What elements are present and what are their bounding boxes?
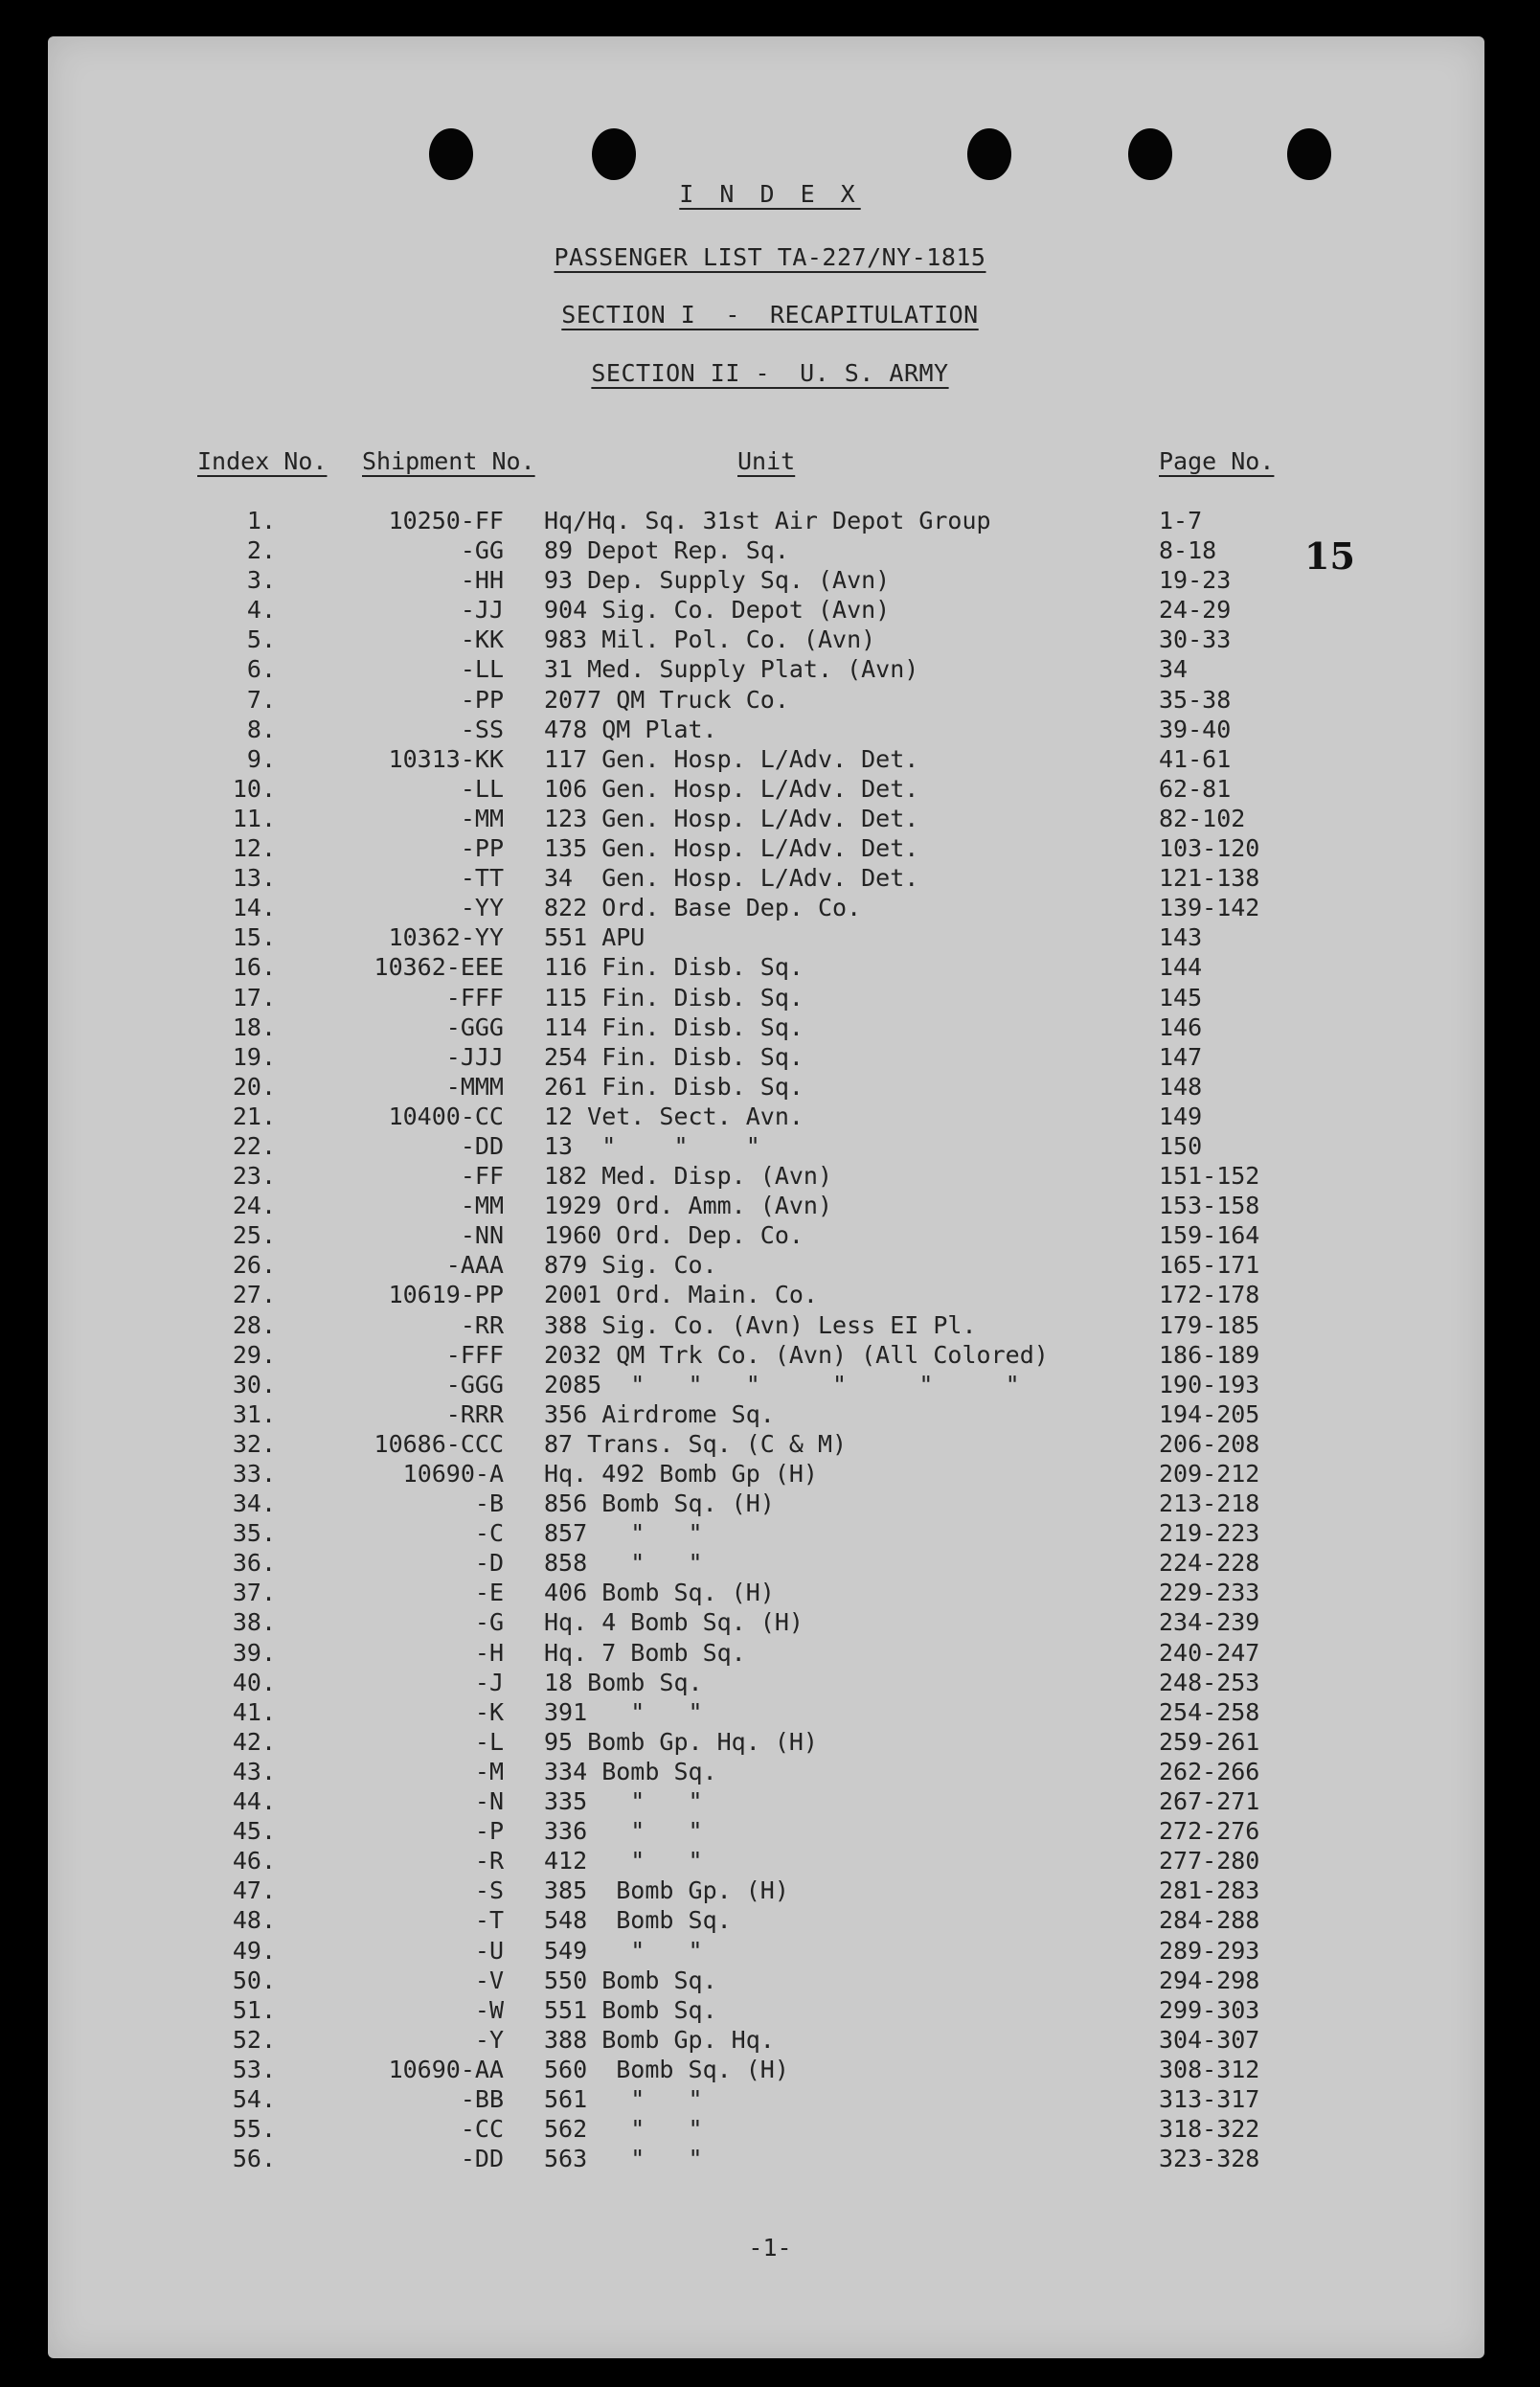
unit-cell: 18 Bomb Sq. bbox=[544, 1668, 703, 1696]
shipment-cell: -FFF bbox=[445, 1340, 504, 1369]
unit-cell: Hq. 492 Bomb Gp (H) bbox=[544, 1460, 818, 1488]
unit-cell: 1929 Ord. Amm. (Avn) bbox=[544, 1192, 833, 1220]
page-cell: 39-40 bbox=[1159, 715, 1232, 743]
index-cell: 24. bbox=[232, 1192, 276, 1220]
shipment-cell: -PP bbox=[460, 834, 504, 863]
shipment-cell: -RRR bbox=[445, 1399, 504, 1428]
shipment-cell: 10362-YY bbox=[388, 923, 504, 952]
unit-cell: 336 " " bbox=[544, 1817, 703, 1846]
unit-cell: 385 Bomb Gp. (H) bbox=[544, 1876, 789, 1905]
unit-cell: 560 Bomb Sq. (H) bbox=[544, 2055, 789, 2083]
index-cell: 3. bbox=[246, 566, 276, 595]
page-cell: 299-303 bbox=[1159, 1995, 1260, 2024]
shipment-cell: -P bbox=[474, 1817, 504, 1846]
index-cell: 36. bbox=[232, 1549, 276, 1578]
table-row bbox=[0, 1310, 1540, 1340]
shipment-cell: -L bbox=[474, 1727, 504, 1756]
page-cell: 240-247 bbox=[1159, 1638, 1260, 1667]
page-cell: 35-38 bbox=[1159, 685, 1232, 714]
unit-cell: 123 Gen. Hosp. L/Adv. Det. bbox=[544, 804, 919, 832]
index-cell: 10. bbox=[232, 774, 276, 803]
index-cell: 18. bbox=[232, 1012, 276, 1041]
unit-cell: Hq. 4 Bomb Sq. (H) bbox=[544, 1608, 804, 1637]
index-cell: 35. bbox=[232, 1519, 276, 1548]
table-row bbox=[0, 893, 1540, 922]
index-cell: 12. bbox=[232, 834, 276, 863]
punch-hole bbox=[1128, 128, 1172, 180]
table-row bbox=[0, 1280, 1540, 1309]
unit-cell: 135 Gen. Hosp. L/Adv. Det. bbox=[544, 834, 919, 863]
table-row bbox=[0, 1489, 1540, 1518]
shipment-cell: -PP bbox=[460, 685, 504, 714]
unit-cell: 563 " " bbox=[544, 2145, 703, 2173]
page-cell: 34 bbox=[1159, 655, 1189, 684]
shipment-cell: -MM bbox=[460, 1192, 504, 1220]
page-cell: 179-185 bbox=[1159, 1310, 1260, 1339]
shipment-cell: -M bbox=[474, 1757, 504, 1785]
page-cell: 148 bbox=[1159, 1072, 1203, 1101]
index-cell: 54. bbox=[232, 2084, 276, 2113]
unit-cell: 478 QM Plat. bbox=[544, 715, 717, 743]
page-cell: 318-322 bbox=[1159, 2115, 1260, 2144]
page-cell: 267-271 bbox=[1159, 1787, 1260, 1816]
column-header-index: Index No. bbox=[197, 447, 328, 475]
index-cell: 49. bbox=[232, 1936, 276, 1965]
page-cell: 294-298 bbox=[1159, 1966, 1260, 1994]
shipment-cell: -MMM bbox=[445, 1072, 504, 1101]
page-cell: 219-223 bbox=[1159, 1519, 1260, 1548]
unit-cell: 983 Mil. Pol. Co. (Avn) bbox=[544, 625, 876, 654]
index-cell: 28. bbox=[232, 1310, 276, 1339]
table-row bbox=[0, 1012, 1540, 1042]
section-one-heading: SECTION I - RECAPITULATION bbox=[561, 301, 979, 329]
page-cell: 150 bbox=[1159, 1131, 1203, 1160]
page-cell: 323-328 bbox=[1159, 2145, 1260, 2173]
index-cell: 14. bbox=[232, 894, 276, 922]
shipment-cell: -U bbox=[474, 1936, 504, 1965]
index-cell: 55. bbox=[232, 2115, 276, 2144]
shipment-cell: -N bbox=[474, 1787, 504, 1816]
index-cell: 26. bbox=[232, 1251, 276, 1280]
unit-cell: 116 Fin. Disb. Sq. bbox=[544, 953, 804, 982]
table-row bbox=[0, 833, 1540, 863]
table-row bbox=[0, 1042, 1540, 1072]
page-subtitle: PASSENGER LIST TA-227/NY-1815 bbox=[554, 243, 986, 271]
page-cell: 149 bbox=[1159, 1102, 1203, 1130]
table-row bbox=[0, 1072, 1540, 1102]
page-footer-number: -1- bbox=[748, 2234, 792, 2262]
shipment-cell: -W bbox=[474, 1995, 504, 2024]
unit-cell: 857 " " bbox=[544, 1519, 703, 1548]
table-row bbox=[0, 1876, 1540, 1905]
unit-cell: 89 Depot Rep. Sq. bbox=[544, 536, 789, 565]
page-cell: 19-23 bbox=[1159, 566, 1232, 595]
page-cell: 153-158 bbox=[1159, 1192, 1260, 1220]
page-cell: 213-218 bbox=[1159, 1489, 1260, 1518]
shipment-cell: -S bbox=[474, 1876, 504, 1905]
table-row bbox=[0, 1131, 1540, 1161]
page-cell: 229-233 bbox=[1159, 1579, 1260, 1607]
shipment-cell: -T bbox=[474, 1906, 504, 1935]
page-cell: 8-18 bbox=[1159, 536, 1217, 565]
page-cell: 259-261 bbox=[1159, 1727, 1260, 1756]
page-cell: 277-280 bbox=[1159, 1847, 1260, 1876]
index-cell: 27. bbox=[232, 1281, 276, 1309]
unit-cell: 95 Bomb Gp. Hq. (H) bbox=[544, 1727, 818, 1756]
index-cell: 40. bbox=[232, 1668, 276, 1696]
shipment-cell: -JJJ bbox=[445, 1042, 504, 1071]
index-cell: 56. bbox=[232, 2145, 276, 2173]
page-title: I N D E X bbox=[679, 180, 861, 208]
unit-cell: 388 Sig. Co. (Avn) Less EI Pl. bbox=[544, 1310, 977, 1339]
shipment-cell: -DD bbox=[460, 2145, 504, 2173]
index-table bbox=[0, 506, 1540, 2173]
shipment-cell: -Y bbox=[474, 2025, 504, 2054]
index-cell: 30. bbox=[232, 1370, 276, 1398]
shipment-cell: -C bbox=[474, 1519, 504, 1548]
unit-cell: 562 " " bbox=[544, 2115, 703, 2144]
index-cell: 15. bbox=[232, 923, 276, 952]
table-row bbox=[0, 715, 1540, 744]
page-cell: 146 bbox=[1159, 1012, 1203, 1041]
index-cell: 52. bbox=[232, 2025, 276, 2054]
index-cell: 44. bbox=[232, 1787, 276, 1816]
index-cell: 42. bbox=[232, 1727, 276, 1756]
table-row bbox=[0, 2084, 1540, 2114]
shipment-cell: -MM bbox=[460, 804, 504, 832]
unit-cell: 406 Bomb Sq. (H) bbox=[544, 1579, 775, 1607]
unit-cell: 412 " " bbox=[544, 1847, 703, 1876]
table-row bbox=[0, 625, 1540, 654]
page-cell: 151-152 bbox=[1159, 1162, 1260, 1191]
page-cell: 41-61 bbox=[1159, 744, 1232, 773]
shipment-cell: -KK bbox=[460, 625, 504, 654]
page-cell: 62-81 bbox=[1159, 774, 1232, 803]
page-cell: 144 bbox=[1159, 953, 1203, 982]
table-row bbox=[0, 1370, 1540, 1399]
shipment-cell: 10250-FF bbox=[388, 507, 504, 534]
shipment-cell: -GG bbox=[460, 536, 504, 565]
page-cell: 209-212 bbox=[1159, 1460, 1260, 1488]
shipment-cell: -HH bbox=[460, 566, 504, 595]
index-cell: 11. bbox=[232, 804, 276, 832]
unit-cell: 87 Trans. Sq. (C & M) bbox=[544, 1429, 848, 1458]
unit-cell: 31 Med. Supply Plat. (Avn) bbox=[544, 655, 919, 684]
index-cell: 46. bbox=[232, 1847, 276, 1876]
shipment-cell: -H bbox=[474, 1638, 504, 1667]
index-cell: 22. bbox=[232, 1131, 276, 1160]
shipment-cell: 10619-PP bbox=[388, 1281, 504, 1309]
shipment-cell: -YY bbox=[460, 894, 504, 922]
index-cell: 29. bbox=[232, 1340, 276, 1369]
index-cell: 20. bbox=[232, 1072, 276, 1101]
table-row bbox=[0, 2055, 1540, 2084]
table-row bbox=[0, 1548, 1540, 1578]
index-cell: 6. bbox=[246, 655, 276, 684]
table-row bbox=[0, 1578, 1540, 1607]
index-cell: 43. bbox=[232, 1757, 276, 1785]
unit-cell: 858 " " bbox=[544, 1549, 703, 1578]
page-cell: 194-205 bbox=[1159, 1399, 1260, 1428]
table-row bbox=[0, 1668, 1540, 1697]
table-row bbox=[0, 1786, 1540, 1816]
page-cell: 289-293 bbox=[1159, 1936, 1260, 1965]
table-row bbox=[0, 1191, 1540, 1220]
unit-cell: 254 Fin. Disb. Sq. bbox=[544, 1042, 804, 1071]
shipment-cell: -NN bbox=[460, 1221, 504, 1250]
unit-cell: 114 Fin. Disb. Sq. bbox=[544, 1012, 804, 1041]
table-row bbox=[0, 1816, 1540, 1846]
index-cell: 34. bbox=[232, 1489, 276, 1518]
index-cell: 39. bbox=[232, 1638, 276, 1667]
unit-cell: 551 Bomb Sq. bbox=[544, 1995, 717, 2024]
page-cell: 159-164 bbox=[1159, 1221, 1260, 1250]
unit-cell: 115 Fin. Disb. Sq. bbox=[544, 983, 804, 1012]
page-cell: 206-208 bbox=[1159, 1429, 1260, 1458]
table-row bbox=[0, 1220, 1540, 1250]
index-cell: 47. bbox=[232, 1876, 276, 1905]
page-cell: 82-102 bbox=[1159, 804, 1246, 832]
index-cell: 45. bbox=[232, 1817, 276, 1846]
shipment-cell: -RR bbox=[460, 1310, 504, 1339]
unit-cell: 334 Bomb Sq. bbox=[544, 1757, 717, 1785]
shipment-cell: -JJ bbox=[460, 596, 504, 625]
table-row bbox=[0, 952, 1540, 982]
table-row bbox=[0, 2114, 1540, 2144]
table-row bbox=[0, 1607, 1540, 1637]
index-cell: 8. bbox=[246, 715, 276, 743]
punch-hole bbox=[592, 128, 636, 180]
table-row bbox=[0, 1518, 1540, 1548]
page-cell: 139-142 bbox=[1159, 894, 1260, 922]
table-row bbox=[0, 1459, 1540, 1489]
table-row bbox=[0, 1429, 1540, 1459]
unit-cell: 13 " " " bbox=[544, 1131, 760, 1160]
page-cell: 304-307 bbox=[1159, 2025, 1260, 2054]
index-cell: 2. bbox=[246, 536, 276, 565]
table-row bbox=[0, 1399, 1540, 1429]
index-cell: 13. bbox=[232, 864, 276, 893]
shipment-cell: 10690-A bbox=[402, 1460, 504, 1488]
shipment-cell: -K bbox=[474, 1697, 504, 1726]
page-cell: 145 bbox=[1159, 983, 1203, 1012]
table-row bbox=[0, 535, 1540, 565]
table-row bbox=[0, 565, 1540, 595]
shipment-cell: 10690-AA bbox=[388, 2055, 504, 2083]
unit-cell: 550 Bomb Sq. bbox=[544, 1966, 717, 1994]
unit-cell: 261 Fin. Disb. Sq. bbox=[544, 1072, 804, 1101]
index-cell: 31. bbox=[232, 1399, 276, 1428]
page-cell: 165-171 bbox=[1159, 1251, 1260, 1280]
shipment-cell: -V bbox=[474, 1966, 504, 1994]
shipment-cell: -FF bbox=[460, 1162, 504, 1191]
index-cell: 48. bbox=[232, 1906, 276, 1935]
page-cell: 172-178 bbox=[1159, 1281, 1260, 1309]
table-row bbox=[0, 744, 1540, 774]
table-row bbox=[0, 1250, 1540, 1280]
shipment-cell: -E bbox=[474, 1579, 504, 1607]
unit-cell: 2032 QM Trk Co. (Avn) (All Colored) bbox=[544, 1340, 1049, 1369]
page-cell: 103-120 bbox=[1159, 834, 1260, 863]
table-row bbox=[0, 1846, 1540, 1876]
page-cell: 281-283 bbox=[1159, 1876, 1260, 1905]
index-cell: 21. bbox=[232, 1102, 276, 1130]
table-row bbox=[0, 1905, 1540, 1935]
table-row bbox=[0, 774, 1540, 804]
unit-cell: 182 Med. Disp. (Avn) bbox=[544, 1162, 833, 1191]
index-cell: 5. bbox=[246, 625, 276, 654]
index-cell: 9. bbox=[246, 744, 276, 773]
table-row bbox=[0, 863, 1540, 893]
shipment-cell: -D bbox=[474, 1549, 504, 1578]
table-row bbox=[0, 685, 1540, 715]
shipment-cell: -CC bbox=[460, 2115, 504, 2144]
table-row bbox=[0, 983, 1540, 1012]
unit-cell: 822 Ord. Base Dep. Co. bbox=[544, 894, 862, 922]
table-row bbox=[0, 595, 1540, 625]
index-cell: 7. bbox=[246, 685, 276, 714]
shipment-cell: -LL bbox=[460, 655, 504, 684]
page-cell: 308-312 bbox=[1159, 2055, 1260, 2083]
margin-page-number: 15 bbox=[1304, 534, 1355, 578]
page-cell: 143 bbox=[1159, 923, 1203, 952]
unit-cell: 549 " " bbox=[544, 1936, 703, 1965]
unit-cell: 548 Bomb Sq. bbox=[544, 1906, 732, 1935]
page-cell: 272-276 bbox=[1159, 1817, 1260, 1846]
page-cell: 30-33 bbox=[1159, 625, 1232, 654]
shipment-cell: -GGG bbox=[445, 1370, 504, 1398]
unit-cell: 106 Gen. Hosp. L/Adv. Det. bbox=[544, 774, 919, 803]
unit-cell: 2077 QM Truck Co. bbox=[544, 685, 789, 714]
table-row bbox=[0, 1102, 1540, 1131]
shipment-cell: -TT bbox=[460, 864, 504, 893]
table-row bbox=[0, 1966, 1540, 1995]
shipment-cell: -AAA bbox=[445, 1251, 504, 1280]
column-header-unit: Unit bbox=[737, 447, 796, 475]
index-cell: 4. bbox=[246, 596, 276, 625]
shipment-cell: 10400-CC bbox=[388, 1102, 504, 1130]
table-row bbox=[0, 1995, 1540, 2025]
index-cell: 17. bbox=[232, 983, 276, 1012]
table-row bbox=[0, 506, 1540, 535]
table-row bbox=[0, 1697, 1540, 1727]
shipment-cell: 10362-EEE bbox=[374, 953, 504, 982]
unit-cell: 388 Bomb Gp. Hq. bbox=[544, 2025, 775, 2054]
shipment-cell: -B bbox=[474, 1489, 504, 1518]
shipment-cell: -BB bbox=[460, 2084, 504, 2113]
index-cell: 16. bbox=[232, 953, 276, 982]
shipment-cell: 10313-KK bbox=[388, 744, 504, 773]
shipment-cell: -G bbox=[474, 1608, 504, 1637]
unit-cell: 904 Sig. Co. Depot (Avn) bbox=[544, 596, 891, 625]
unit-cell: 12 Vet. Sect. Avn. bbox=[544, 1102, 804, 1130]
unit-cell: Hq. 7 Bomb Sq. bbox=[544, 1638, 746, 1667]
shipment-cell: -J bbox=[474, 1668, 504, 1696]
table-row bbox=[0, 2025, 1540, 2055]
page-cell: 224-228 bbox=[1159, 1549, 1260, 1578]
table-row bbox=[0, 1638, 1540, 1668]
unit-cell: 34 Gen. Hosp. L/Adv. Det. bbox=[544, 864, 919, 893]
index-cell: 38. bbox=[232, 1608, 276, 1637]
shipment-cell: -LL bbox=[460, 774, 504, 803]
index-cell: 37. bbox=[232, 1579, 276, 1607]
page-cell: 121-138 bbox=[1159, 864, 1260, 893]
unit-cell: 2001 Ord. Main. Co. bbox=[544, 1281, 818, 1309]
shipment-cell: -R bbox=[474, 1847, 504, 1876]
table-row bbox=[0, 1727, 1540, 1757]
unit-cell: 117 Gen. Hosp. L/Adv. Det. bbox=[544, 744, 919, 773]
shipment-cell: 10686-CCC bbox=[374, 1429, 504, 1458]
index-cell: 25. bbox=[232, 1221, 276, 1250]
index-cell: 41. bbox=[232, 1697, 276, 1726]
page-cell: 284-288 bbox=[1159, 1906, 1260, 1935]
page-cell: 248-253 bbox=[1159, 1668, 1260, 1696]
page-cell: 147 bbox=[1159, 1042, 1203, 1071]
index-cell: 32. bbox=[232, 1429, 276, 1458]
table-row bbox=[0, 1340, 1540, 1370]
table-row bbox=[0, 2144, 1540, 2173]
table-row bbox=[0, 1936, 1540, 1966]
punch-hole bbox=[967, 128, 1011, 180]
page-cell: 24-29 bbox=[1159, 596, 1232, 625]
column-header-page: Page No. bbox=[1159, 447, 1275, 475]
table-row bbox=[0, 922, 1540, 952]
index-cell: 23. bbox=[232, 1162, 276, 1191]
section-two-heading: SECTION II - U. S. ARMY bbox=[591, 359, 949, 387]
index-cell: 1. bbox=[246, 507, 276, 534]
unit-cell: 551 APU bbox=[544, 923, 645, 952]
page-cell: 313-317 bbox=[1159, 2084, 1260, 2113]
unit-cell: 2085 " " " " " " bbox=[544, 1370, 1020, 1398]
page-cell: 254-258 bbox=[1159, 1697, 1260, 1726]
page-cell: 1-7 bbox=[1159, 507, 1203, 534]
page-cell: 190-193 bbox=[1159, 1370, 1260, 1398]
unit-cell: 856 Bomb Sq. (H) bbox=[544, 1489, 775, 1518]
index-cell: 33. bbox=[232, 1460, 276, 1488]
unit-cell: 335 " " bbox=[544, 1787, 703, 1816]
shipment-cell: -DD bbox=[460, 1131, 504, 1160]
unit-cell: 356 Airdrome Sq. bbox=[544, 1399, 775, 1428]
table-row bbox=[0, 654, 1540, 684]
shipment-cell: -SS bbox=[460, 715, 504, 743]
index-cell: 51. bbox=[232, 1995, 276, 2024]
table-row bbox=[0, 1161, 1540, 1191]
index-cell: 19. bbox=[232, 1042, 276, 1071]
unit-cell: 561 " " bbox=[544, 2084, 703, 2113]
unit-cell: 879 Sig. Co. bbox=[544, 1251, 717, 1280]
column-header-shipment: Shipment No. bbox=[362, 447, 535, 475]
punch-hole bbox=[429, 128, 473, 180]
index-cell: 53. bbox=[232, 2055, 276, 2083]
unit-cell: 93 Dep. Supply Sq. (Avn) bbox=[544, 566, 891, 595]
table-row bbox=[0, 804, 1540, 833]
unit-cell: Hq/Hq. Sq. 31st Air Depot Group bbox=[544, 507, 991, 534]
shipment-cell: -GGG bbox=[445, 1012, 504, 1041]
unit-cell: 391 " " bbox=[544, 1697, 703, 1726]
punch-hole bbox=[1287, 128, 1331, 180]
page-cell: 186-189 bbox=[1159, 1340, 1260, 1369]
page-cell: 262-266 bbox=[1159, 1757, 1260, 1785]
table-row bbox=[0, 1757, 1540, 1786]
page-cell: 234-239 bbox=[1159, 1608, 1260, 1637]
unit-cell: 1960 Ord. Dep. Co. bbox=[544, 1221, 804, 1250]
index-cell: 50. bbox=[232, 1966, 276, 1994]
shipment-cell: -FFF bbox=[445, 983, 504, 1012]
